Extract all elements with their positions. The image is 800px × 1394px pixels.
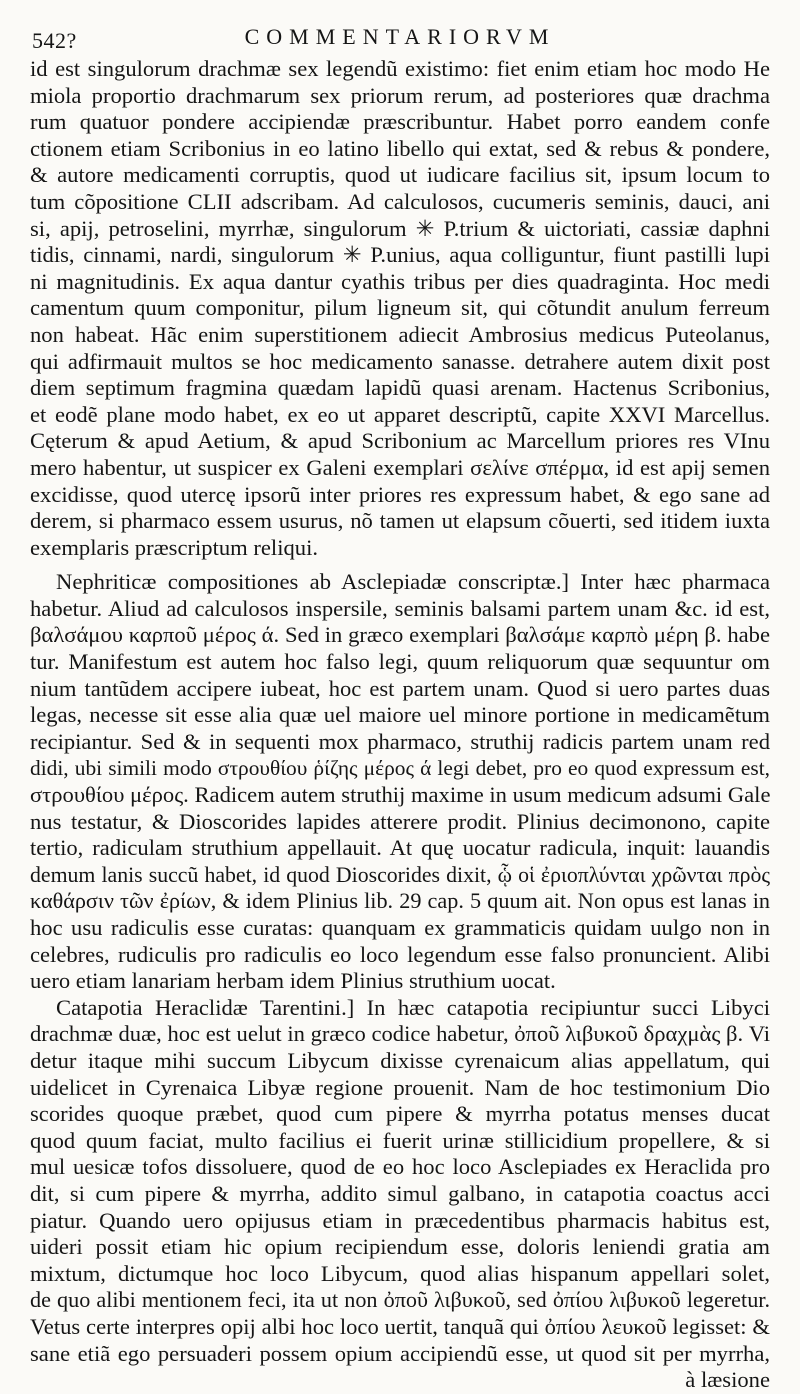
text-line: ni magnitudinis. Ex aqua dantur cyathis tribus per dies quadraginta. Hoc medi [30, 268, 770, 294]
text-line: uidelicet in Cyrenaica Libyæ regione prouenit. Nam de hoc testimonium Dio [30, 1074, 770, 1100]
text-line: Vetus certe interpres opij albi hoc loco uertit, tanquã qui ὀπίου λευκοῦ legisset: & [30, 1313, 770, 1339]
text-line: tum cõpositione CLII adscribam. Ad calculosos, cucumeris seminis, dauci, ani [30, 188, 770, 214]
text-line: rum quatuor pondere accipiendæ præscribuntur. Habet porro eandem confe [30, 109, 770, 135]
text-line: qui adfirmauit multos se hoc medicamento sanasse. detrahere autem dixit post [30, 348, 770, 374]
text-line: uideri possit etiam hic opium recipiendum esse, doloris leniendi gratia am [30, 1234, 770, 1260]
text-line: quod quum faciat, multo facilius ei fuerit urinæ stillicidium propellere, & si [30, 1127, 770, 1153]
text-line: à læsione [685, 1367, 770, 1393]
text-line: dit, si cum pipere & myrrha, addito simul galbano, in catapotia coactus acci [30, 1180, 770, 1206]
text-line: detur itaque mihi succum Libycum dixisse cyrenaicum alias appellatum, qui [30, 1047, 770, 1073]
text-line: hoc usu radiculis esse curatas: quanquam ex grammaticis quidam uulgo non in [30, 915, 770, 940]
text-line: derem, si pharmaco essem usurus, nõ tamen ut elapsum cõuerti, sed itidem iuxta [30, 508, 770, 534]
text-line: mul uesicæ tofos dissoluere, quod de eo hoc loco Asclepiades ex Heraclida pro [30, 1154, 770, 1180]
text-line: sane etiã ego persuaderi possem opium accipiendũ esse, ut quod sit per myrrha, [30, 1340, 770, 1366]
text-line: habetur. Aliud ad calculosos inspersile, seminis balsami partem unam &c. id est, [30, 595, 770, 621]
text-line: nium tantũdem accipere iubeat, hoc est partem unam. Quod si uero partes duas [30, 675, 770, 701]
text-line: celebres, rudiculis pro radiculis eo loco legendum esse falso pronuncient. Alibi [30, 941, 770, 967]
text-line: & autore medicamenti corruptis, quod ut iudicare facilius sit, ipsum locum to [30, 162, 770, 188]
text-line: piatur. Quando uero opijusus etiam in præcedentibus pharmacis habitus est, [30, 1207, 770, 1233]
text-line: camentum quum componitur, pilum ligneum sit, qui cõtundit anulum ferreum [30, 295, 770, 321]
text-line: mero habentur, ut suspicer ex Galeni exemplari σελίνε σπέρμα, id est apij semen [30, 454, 770, 480]
text-line: si, apij, petroselini, myrrhæ, singulorum ✳ P.trium & uictoriati, cassiæ daphni [30, 215, 770, 241]
text-line: βαλσάμου καρποῦ μέρος ά. Sed in græco exemplari βαλσάμε καρπὸ μέρη β. habe [30, 622, 770, 648]
text-line: Catapotia Heraclidæ Tarentini.] In hæc catapotia recipiuntur succi Libyci [56, 994, 770, 1020]
text-line: drachmæ duæ, hoc est uelut in græco codice habetur, ὀποῦ λιβυκοῦ δραχμὰς β. Vi [30, 1021, 770, 1047]
text-line: miola proportio drachmarum sex priorum rerum, ad posteriores quæ drachma [30, 82, 770, 108]
text-line: de quo alibi mentionem feci, ita ut non ὀποῦ λιβυκοῦ, sed ὀπίου λιβυκοῦ legeretur. [30, 1287, 770, 1313]
text-line: Cęterum & apud Aetium, & apud Scribonium ac Marcellum priores res VInu [30, 428, 770, 454]
text-line: καθάρσιν τῶν ἐρίων, & idem Plinius lib. 29 cap. 5 quum ait. Non opus est lanas in [30, 888, 770, 914]
page-header [30, 16, 770, 56]
text-line: id est singulorum drachmæ sex legendũ existimo: fiet enim etiam hoc modo He [30, 56, 770, 81]
running-head: COMMENTARIORVM [244, 24, 556, 49]
text-line: tertio, radiculam struthium appellauit. At quę uocatur radicula, inquit: lauandis [30, 835, 770, 861]
text-line: recipiantur. Sed & in sequenti mox pharmaco, struthij radicis partem unam red [30, 728, 770, 754]
text-line: tur. Manifestum est autem hoc falso legi, quum reliquorum quæ sequuntur om [30, 649, 770, 675]
text-line: tidis, cinnami, nardi, singulorum ✳ P.unius, aqua colliguntur, fiunt pastilli lupi [30, 242, 770, 268]
page-number: 542? [32, 28, 77, 53]
paragraph-gap [30, 561, 770, 569]
text-line: ctionem etiam Scribonius in eo latino libello qui extat, sed & rebus & pondere, [30, 135, 770, 161]
text-block [30, 56, 770, 1394]
text-line: scorides quoque præbet, quod cum pipere & myrrha potatus menses ducat [30, 1101, 770, 1127]
text-line: legas, necesse sit esse alia quæ uel maiore uel minore portione in medicamẽtum [30, 702, 770, 728]
text-line: uero etiam lanariam herbam idem Plinius struthium uocat. [30, 968, 556, 994]
text-line: diem septimum fragmina quædam lapidũ quasi arenam. Hactenus Scribonius, [30, 375, 770, 401]
text-line: exemplaris præscriptum reliqui. [30, 534, 319, 560]
text-line: et eodẽ plane modo habet, ex eo ut apparet descriptũ, capite XXVI Marcellus. [30, 401, 770, 427]
text-line: demum lanis succũ habet, id quod Dioscorides dixit, ᾧ οἱ ἐριοπλύνται χρῶνται πρὸς [30, 862, 770, 887]
text-line: non habeat. Hãc enim superstitionem adiecit Ambrosius medicus Puteolanus, [30, 321, 770, 347]
text-line: Nephriticæ compositiones ab Asclepiadæ conscriptæ.] Inter hæc pharmaca [56, 569, 770, 595]
text-line: didi, ubi simili modo στρουθίου ῥίζης μέρος ά legi debet, pro eo quod expressum est, [30, 756, 770, 781]
text-line: excidisse, quod utercę ipsorũ inter priores res expressum habet, & ego sane ad [30, 481, 770, 507]
text-line: mixtum, dictumque hoc loco Libycum, quod alias hispanum appellari solet, [30, 1260, 770, 1286]
text-line: στρουθίου μέρος. Radicem autem struthij maxime in usum medicum adsumi Gale [30, 782, 770, 808]
text-line: nus testatur, & Dioscorides lapides atterere prodit. Plinius decimonono, capite [30, 808, 770, 834]
